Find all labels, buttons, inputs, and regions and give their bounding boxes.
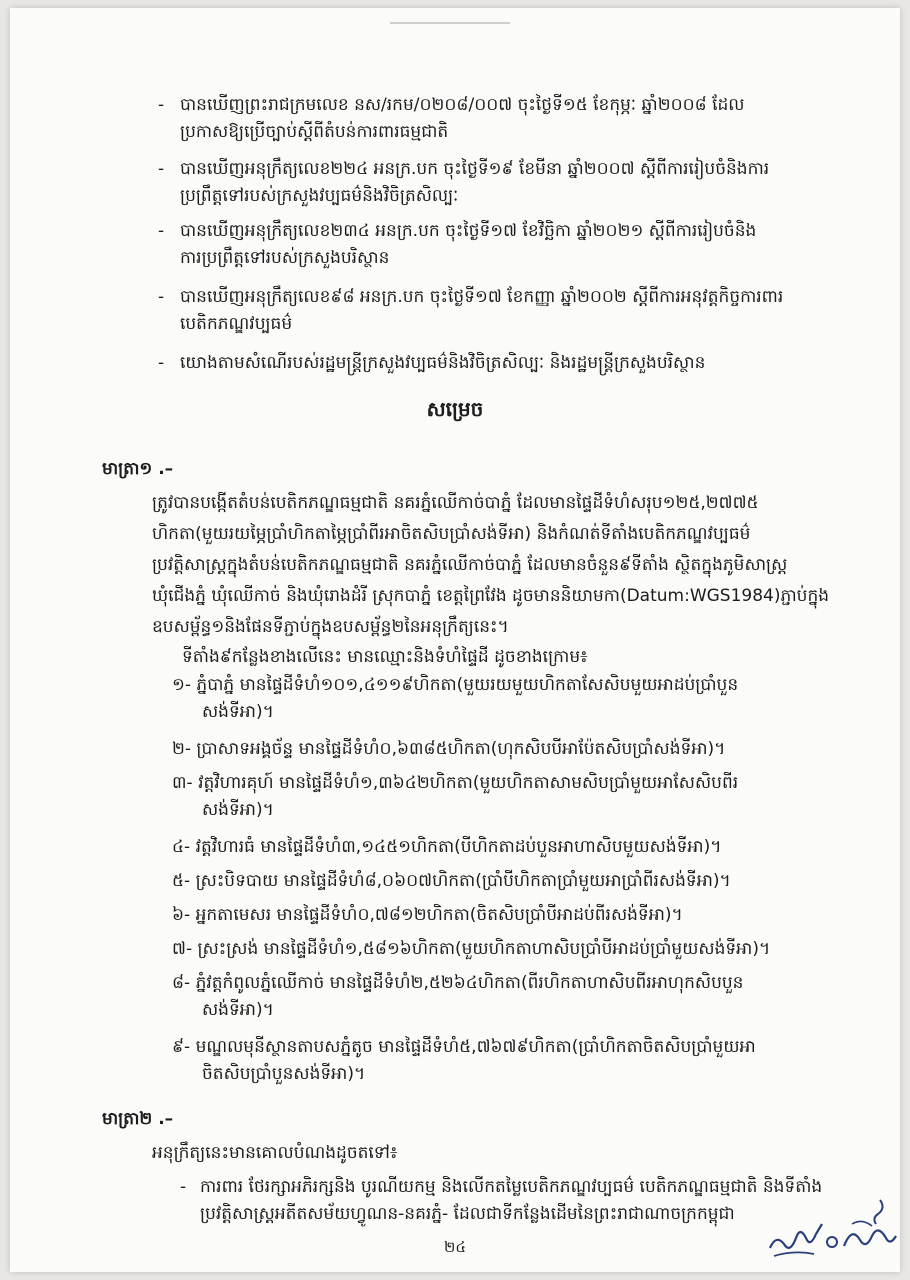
bullet-dash: - bbox=[158, 221, 165, 241]
preamble-item bbox=[180, 92, 744, 146]
site-text: សង់ទីអា)។ bbox=[202, 702, 274, 722]
preamble-line: បានឃើញអនុក្រឹត្យលេខ៩៨ អនក្រ.បក ចុះថ្ងៃទី១៧ ខែកញ្ញា ឆ្នាំ២០០២ ស្តីពីការអនុវត្តកិច្ចការពារ bbox=[180, 287, 784, 307]
paragraph-line: ហិកតា(មួយរយម្ភៃប្រាំហិកតាម្ភៃប្រាំពីរអាចិតសិបប្រាំសង់ទីអា) និងកំណត់ទីតាំងបេតិកភណ្ឌវប្បធម៌ bbox=[152, 524, 751, 544]
paragraph-line: ប្រវត្តិសាស្ត្រក្នុងតំបន់បេតិកភណ្ឌធម្មជាតិ នគរភ្នំឈើកាច់បាភ្នំ ដែលមានចំនួន៩ទីតាំង ស្ថិតក្នុងភូមិសាស្ត្រ bbox=[152, 555, 788, 575]
site-text: ភ្នំវត្តកំពូលភ្នំឈើកាច់ មានផ្ទៃដីទំហំ២,៥២៦៤ហិកតា(ពីរហិកតាហាសិបពីរអាហុកសិបបួន bbox=[195, 973, 744, 993]
sites-intro: ទីតាំង៩កន្លែងខាងលើនេះ មានឈ្មោះនិងទំហំផ្ទៃដី ដូចខាងក្រោម៖ bbox=[182, 647, 588, 667]
site-text: វត្តវិហារធំ មានផ្ទៃដីទំហំ៣,១៤៥១ហិកតា(បីហិកតាដប់បួនអាហាសិបមួយសង់ទីអា)។ bbox=[195, 837, 722, 857]
scan-edge bbox=[390, 22, 510, 24]
article-1-title: មាត្រា១ .– bbox=[102, 459, 174, 479]
site-item bbox=[172, 770, 738, 824]
site-number: ៩- bbox=[172, 1037, 191, 1057]
bullet-dash: - bbox=[158, 287, 165, 307]
site-text: ចិតសិបប្រាំបួនសង់ទីអា)។ bbox=[202, 1064, 366, 1084]
preamble-item bbox=[180, 218, 756, 272]
site-text: ប្រាសាទអង្គច័ន្ទ មានផ្ទៃដីទំហំ០,៦៣៨៥ហិកតា(ហុកសិបបីអាប៉ែតសិបប្រាំសង់ទីអា)។ bbox=[196, 739, 726, 759]
site-text: សង់ទីអា)។ bbox=[202, 800, 274, 820]
page-number: ២៤ bbox=[444, 1238, 466, 1256]
site-number: ៣- bbox=[172, 773, 193, 793]
article-2-intro: អនុក្រឹត្យនេះមានគោលបំណងដូចតទៅ៖ bbox=[152, 1143, 398, 1163]
article-1-paragraph bbox=[152, 488, 872, 643]
site-number: ៨- bbox=[172, 973, 191, 993]
site-item bbox=[172, 672, 738, 726]
preamble-line: ប្រព្រឹត្តទៅរបស់ក្រសួងវប្បធម៌និងវិចិត្រសិល្បៈ bbox=[180, 186, 459, 206]
article-2-bullet bbox=[200, 1174, 822, 1228]
preamble-line: បានឃើញអនុក្រឹត្យលេខ២២៤ អនក្រ.បក ចុះថ្ងៃទី១៩ ខែមីនា ឆ្នាំ២០០៧ ស្តីពីការរៀបចំនិងការ bbox=[180, 159, 770, 179]
site-text: សង់ទីអា)។ bbox=[202, 1000, 274, 1020]
site-item bbox=[172, 736, 725, 763]
preamble-item bbox=[180, 156, 769, 210]
document-page bbox=[10, 8, 900, 1272]
paragraph-line: ឧបសម្ព័ន្ធ១និងផែនទីភ្ជាប់ក្នុងឧបសម្ព័ន្ធ២នៃអនុក្រឹត្យនេះ។ bbox=[152, 617, 509, 637]
preamble-line: បានឃើញព្រះរាជក្រមលេខ នស/រកម/០២០៨/០០៧ ចុះថ្ងៃទី១៥ ខែកុម្ភៈ ឆ្នាំ២០០៨ ដែល bbox=[180, 95, 745, 115]
decision-heading: សម្រេច bbox=[426, 397, 484, 421]
signature-scribble bbox=[762, 1194, 900, 1268]
preamble-item bbox=[180, 284, 783, 338]
bullet-dash: - bbox=[158, 159, 165, 179]
article-2-title: មាត្រា២ .– bbox=[102, 1109, 174, 1129]
preamble-line: ការប្រព្រឹត្តទៅរបស់ក្រសួងបរិស្ថាន bbox=[180, 248, 390, 268]
site-text: អ្នកតាមេសរ មានផ្ទៃដីទំហំ០,៧៨១២ហិកតា(ចិតសិបប្រាំបីអាដប់ពីរសង់ទីអា)។ bbox=[195, 905, 683, 925]
preamble-line: បានឃើញអនុក្រឹត្យលេខ២៣៤ អនក្រ.បក ចុះថ្ងៃទី១៧ ខែវិច្ឆិកា ឆ្នាំ២០២១ ស្តីពីការរៀបចំនិង bbox=[180, 221, 757, 241]
preamble-line: យោងតាមសំណើរបស់រដ្ឋមន្ត្រីក្រសួងវប្បធម៌និងវិចិត្រសិល្បៈ និងរដ្ឋមន្ត្រីក្រសួងបរិស្ថាន bbox=[180, 353, 706, 373]
bullet-dash: - bbox=[158, 95, 165, 115]
bullet-line: ការពារ ថែរក្សាអភិរក្សនិង បូរណីយកម្ម និងលើកតម្លៃបេតិកភណ្ឌវប្បធម៌ បេតិកភណ្ឌធម្មជាតិ និងទីតាំង bbox=[200, 1177, 823, 1197]
paragraph-line: ឃុំជើងភ្នំ ឃុំឈើកាច់ និងឃុំរោងដំរី ស្រុកបាភ្នំ ខេត្តព្រៃវែង ដូចមាននិយាមកា(Datum:WGS1984)ភ្ជាប់ក្នុង bbox=[152, 586, 830, 606]
site-number: ២- bbox=[172, 739, 192, 759]
site-text: វត្តវិហារគុហ៍ មានផ្ទៃដីទំហំ១,៣៦៤២ហិកតា(មួយហិកតាសាមសិបប្រាំមួយអាសែសិបពីរ bbox=[198, 773, 739, 793]
site-text: ភ្នំបាភ្នំ មានផ្ទៃដីទំហំ១០១,៤១១៩ហិកតា(មួយរយមួយហិកតាសែសិបមួយអាដប់ប្រាំបួន bbox=[196, 675, 739, 695]
preamble-line: បេតិកភណ្ឌវប្បធម៌ bbox=[180, 314, 293, 334]
site-number: ៥- bbox=[172, 871, 191, 891]
site-item bbox=[172, 902, 683, 929]
preamble-line: ប្រកាសឱ្យប្រើច្បាប់ស្តីពីតំបន់ការពារធម្មជាតិ bbox=[180, 122, 449, 142]
bullet-dash: - bbox=[180, 1177, 187, 1197]
site-number: ៧- bbox=[172, 939, 193, 959]
site-text: ស្រះស្រង់ មានផ្ទៃដីទំហំ១,៥៨១៦ហិកតា(មួយហិកតាហាសិបប្រាំបីអាដប់ប្រាំមួយសង់ទីអា)។ bbox=[197, 939, 771, 959]
site-item bbox=[172, 834, 721, 861]
site-number: ១- bbox=[172, 675, 192, 695]
paragraph-line: ត្រូវបានបង្កើតតំបន់បេតិកភណ្ឌធម្មជាតិ នគរភ្នំឈើកាច់បាភ្នំ ដែលមានផ្ទៃដីទំហំសរុប១២៥,២៧៧៥ bbox=[152, 493, 759, 513]
site-item bbox=[172, 1034, 756, 1088]
preamble-item bbox=[180, 350, 705, 377]
bullet-dash: - bbox=[158, 353, 165, 373]
bullet-line: ប្រវត្តិសាស្ត្រអតីតសម័យហ្វូណន-នគរភ្នំ- ដែលជាទីកន្លែងដើមនៃព្រះរាជាណាចក្រកម្ពុជា bbox=[200, 1204, 735, 1224]
site-item bbox=[172, 970, 743, 1024]
site-text: មណ្ឌលមុនីស្ថានតាបសភ្នំតូច មានផ្ទៃដីទំហំ៥,៧៦៧៩ហិកតា(ប្រាំហិកតាចិតសិបប្រាំមួយអា bbox=[195, 1037, 756, 1057]
site-item bbox=[172, 868, 731, 895]
site-number: ៤- bbox=[172, 837, 191, 857]
site-item bbox=[172, 936, 770, 963]
site-number: ៦- bbox=[172, 905, 191, 925]
site-text: ស្រះបិទបាយ មានផ្ទៃដីទំហំ៨,០៦០៧ហិកតា(ប្រាំបីហិកតាប្រាំមួយអាប្រាំពីរសង់ទីអា)។ bbox=[195, 871, 731, 891]
